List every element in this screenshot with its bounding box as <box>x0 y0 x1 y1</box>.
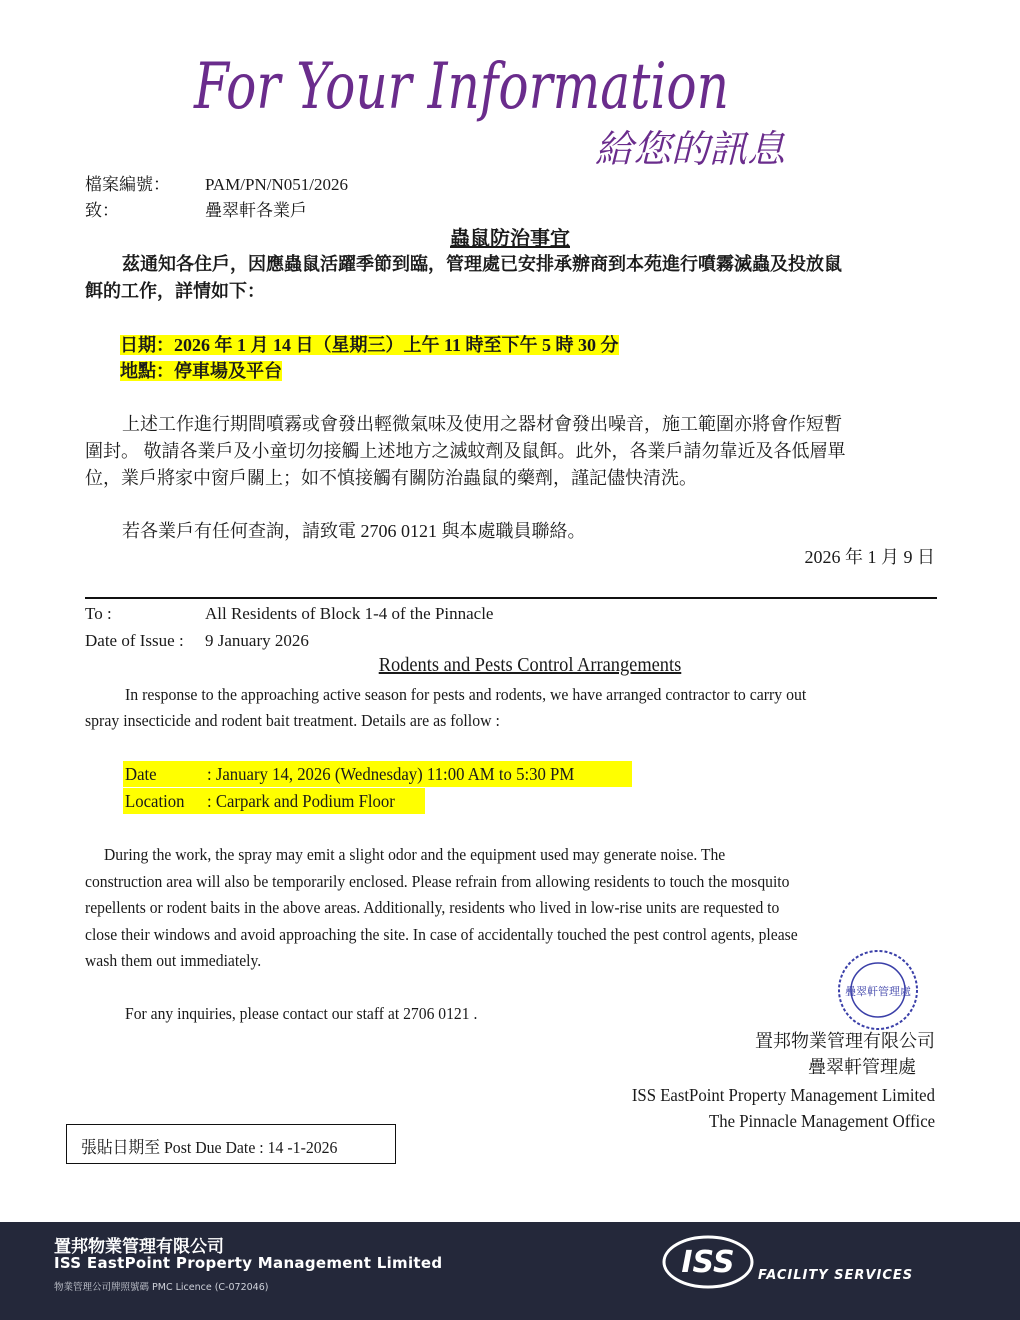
header-script-en: For Your Information <box>193 50 730 124</box>
stamp-text: 疊翠軒管理處 <box>845 985 911 998</box>
post-due-text: 張貼日期至 Post Due Date : 14 -1-2026 <box>81 1138 338 1157</box>
for-your-information-logo <box>190 30 890 180</box>
notice-title-zh: 蟲鼠防治事宜 <box>450 228 570 250</box>
body-en-line5: wash them out immediately. <box>85 951 262 970</box>
body-zh-line2: 圍封。 敬請各業戶及小童切勿接觸上述地方之滅蚊劑及鼠餌。此外，各業戶請勿靠近及各低層單 <box>85 441 846 461</box>
to-value-en: All Residents of Block 1-4 of the Pinnacle <box>205 604 494 623</box>
intro-zh-line1: 茲通知各住戶，因應蟲鼠活躍季節到臨，管理處已安排承辦商到本苑進行噴霧滅蟲及投放鼠 <box>122 254 842 274</box>
body-zh-line1: 上述工作進行期間噴霧或會發出輕微氣味及使用之器材會發出噪音，施工範圍亦將會作短暫 <box>122 414 842 434</box>
contact-en: For any inquiries, please contact our staff at 2706 0121 . <box>125 1004 478 1023</box>
issue-value-en: 9 January 2026 <box>205 631 309 650</box>
date-signed-zh: 2026 年 1 月 9 日 <box>804 547 935 567</box>
company-name-zh: 置邦物業管理有限公司 <box>755 1031 935 1051</box>
company-name-en: ISS EastPoint Property Management Limited <box>631 1085 935 1105</box>
location-label-en: Location <box>125 791 185 811</box>
contact-zh: 若各業戶有任何查詢，請致電 2706 0121 與本處職員聯絡。 <box>122 521 586 541</box>
office-name-en: The Pinnacle Management Office <box>708 1111 935 1131</box>
section-divider <box>85 597 937 599</box>
body-en-line2: construction area will also be temporarily enclosed. Please refrain from allowing residents to touch the mosquito <box>85 872 790 891</box>
to-value-zh: 疊翠軒各業戶 <box>205 201 307 220</box>
file-number-label: 檔案編號： <box>85 175 170 194</box>
body-en-line1: During the work, the spray may emit a slight odor and the equipment used may generate noise. The <box>104 845 726 864</box>
body-en-line4: close their windows and avoid approaching the site. In case of accidentally touched the pest control agents, please <box>85 925 798 944</box>
notice-title-en: Rodents and Pests Control Arrangements <box>378 654 682 676</box>
iss-logo-text: ISS <box>681 1245 735 1280</box>
footer-company-zh: 置邦物業管理有限公司 <box>54 1237 224 1257</box>
footer-bar <box>0 1222 1020 1320</box>
issue-label-en: Date of Issue : <box>85 631 184 650</box>
office-name-zh: 疊翠軒管理處 <box>808 1057 916 1077</box>
footer-tagline: FACILITY SERVICES <box>758 1268 914 1283</box>
location-line-zh: 地點：停車場及平台 <box>120 361 282 381</box>
to-label-en: To : <box>85 604 112 623</box>
iss-logo <box>662 1234 754 1290</box>
post-due-box <box>66 1124 396 1164</box>
to-label-zh: 致： <box>85 201 119 220</box>
body-zh-line3: 位，業戶將家中窗戶關上；如不慎接觸有關防治蟲鼠的藥劑，謹記儘快清洗。 <box>85 468 697 488</box>
date-label-en: Date <box>125 764 157 784</box>
body-en-line3: repellents or rodent baits in the above areas. Additionally, residents who lived in low-rise units are requested to <box>85 898 780 917</box>
intro-en-line1: In response to the approaching active season for pests and rodents, we have arranged contractor to carry out <box>125 685 807 704</box>
footer-company-en: ISS EastPoint Property Management Limited <box>54 1254 443 1272</box>
date-value-en: : January 14, 2026 (Wednesday) 11:00 AM to 5:30 PM <box>207 764 575 784</box>
header-script-zh: 給您的訊息 <box>595 127 786 171</box>
footer-licence: 物業管理公司牌照號碼 PMC Licence (C-072046) <box>54 1282 269 1293</box>
date-line-zh: 日期：2026 年 1 月 14 日（星期三）上午 11 時至下午 5 時 30 分 <box>120 335 619 355</box>
file-number: PAM/PN/N051/2026 <box>205 175 348 194</box>
intro-en-line2: spray insecticide and rodent bait treatment. Details are as follow : <box>85 711 500 730</box>
intro-zh-line2: 餌的工作，詳情如下： <box>85 281 265 301</box>
location-value-en: : Carpark and Podium Floor <box>207 791 395 811</box>
management-office-stamp <box>836 948 920 1032</box>
